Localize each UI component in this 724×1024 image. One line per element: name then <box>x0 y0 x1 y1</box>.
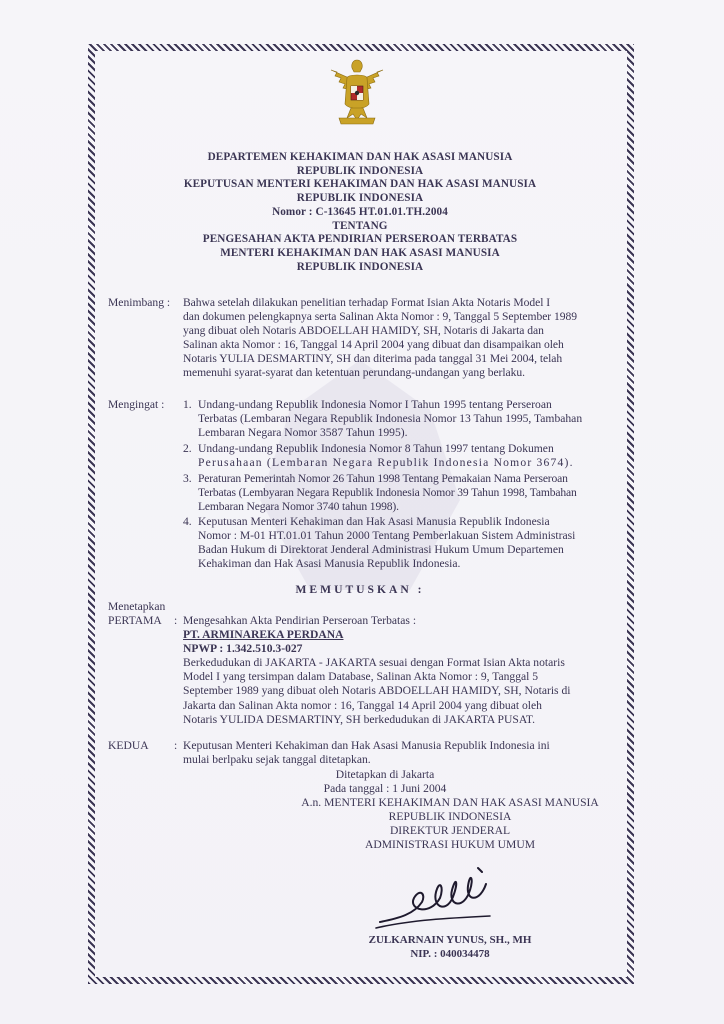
signer-office-2: REPUBLIK INDONESIA <box>388 810 512 823</box>
mengingat-item-line: Badan Hukum di Direktorat Jenderal Administrasi Hukum Umum Departemen <box>198 543 564 557</box>
mengingat-label: Mengingat : <box>108 398 165 411</box>
header-country: REPUBLIK INDONESIA <box>296 164 424 177</box>
garuda-emblem-icon <box>323 56 391 128</box>
menimbang-line: dan dokumen pelengkapnya serta Salinan Akta Nomor : 9, Tanggal 5 September 1989 <box>183 310 577 324</box>
kedua-colon: : <box>174 739 178 752</box>
company-name: PT. ARMINAREKA PERDANA <box>183 628 344 642</box>
pertama-line: Model I yang tersimpan dalam Database, Salinan Akta Nomor : 9, Tanggal 5 <box>183 670 539 684</box>
header-decree-number: Nomor : C-13645 HT.01.01.TH.2004 <box>272 205 448 218</box>
menimbang-line: Notaris YULIA DESMARTINY, SH dan diterima pada tanggal 31 Mei 2004, telah <box>183 352 563 366</box>
pertama-intro: Mengesahkan Akta Pendirian Perseroan Terbatas : <box>183 614 417 627</box>
pertama-label: PERTAMA <box>108 614 162 627</box>
mengingat-item-line: Kehakiman dan Hak Asasi Manusia Republik Indonesia. <box>198 557 461 571</box>
menetapkan-label: Menetapkan <box>108 600 166 613</box>
signature-icon <box>370 858 520 938</box>
pertama-line: Notaris YULIDA DESMARTINY, SH berkedudukan di JAKARTA PUSAT. <box>183 712 536 726</box>
document-header <box>110 151 610 274</box>
signer-nip: NIP. : 040034478 <box>410 948 490 960</box>
signer-office-3: DIREKTUR JENDERAL <box>389 824 511 837</box>
header-country-2: REPUBLIK INDONESIA <box>296 192 424 205</box>
menimbang-line: yang dibuat oleh Notaris ABDOELLAH HAMIDY, SH, Notaris di Jakarta dan <box>183 324 544 338</box>
menimbang-line: memenuhi syarat-syarat dan ketentuan perundang-undangan yang berlaku. <box>183 366 525 380</box>
pertama-paragraph <box>183 614 608 727</box>
mengingat-item-line: Lembaran Negara Nomor 3740 tahun 1998). <box>198 500 399 514</box>
mengingat-item-line: Undang-undang Republik Indonesia Nomor I Tahun 1995 tentang Perseroan <box>198 398 552 411</box>
company-npwp: NPWP : 1.342.510.3-027 <box>183 642 303 656</box>
issued-date: Pada tanggal : 1 Juni 2004 <box>323 782 447 795</box>
pertama-line: September 1989 yang dibuat oleh Notaris ABDOELLAH HAMIDY, SH, Notaris di <box>183 684 571 698</box>
pertama-colon: : <box>174 614 178 627</box>
menimbang-label: Menimbang : <box>108 296 171 309</box>
menimbang-line: Bahwa setelah dilakukan penelitian terhadap Format Isian Akta Notaris Model I <box>183 296 551 309</box>
mengingat-item-line: Perusahaan (Lembaran Negara Republik Indonesia Nomor 3674). <box>198 456 574 470</box>
header-decree-title: KEPUTUSAN MENTERI KEHAKIMAN DAN HAK ASASI MANUSIA <box>183 178 537 191</box>
menimbang-paragraph <box>183 296 608 381</box>
header-tentang: TENTANG <box>332 219 388 232</box>
mengingat-item-number: 2. <box>183 442 192 455</box>
header-department: DEPARTEMEN KEHAKIMAN DAN HAK ASASI MANUSIA <box>207 151 513 163</box>
header-minister: MENTERI KEHAKIMAN DAN HAK ASASI MANUSIA <box>220 246 500 259</box>
signer-office-1: A.n. MENTERI KEHAKIMAN DAN HAK ASASI MANUSIA <box>301 796 599 809</box>
mengingat-item-line: Terbatas (Lembaran Negara Republik Indonesia Nomor 13 Tahun 1995, Tambahan <box>198 412 583 426</box>
kedua-paragraph <box>183 739 608 767</box>
menimbang-line: Salinan akta Nomor : 16, Tanggal 14 April 2004 yang dibuat dan disampaikan oleh <box>183 338 564 352</box>
memutuskan-heading: MEMUTUSKAN : <box>295 583 425 596</box>
kedua-line: Keputusan Menteri Kehakiman dan Hak Asasi Manusia Republik Indonesia ini <box>183 739 550 752</box>
header-country-3: REPUBLIK INDONESIA <box>296 260 424 273</box>
mengingat-item-line: Peraturan Pemerintah Nomor 26 Tahun 1998 Tentang Pemakaian Nama Perseroan <box>198 472 568 485</box>
mengingat-item-number: 4. <box>183 515 192 528</box>
mengingat-item-number: 3. <box>183 472 192 485</box>
mengingat-item-line: Terbatas (Lembyaran Negara Republik Indonesia Nomor 39 Tahun 1998, Tambahan <box>198 486 577 500</box>
mengingat-item-line: Keputusan Menteri Kehakiman dan Hak Asasi Manusia Republik Indonesia <box>198 515 550 528</box>
pertama-line: Jakarta dan Salinan Akta nomor : 16, Tanggal 14 April 2004 yang dibuat oleh <box>183 698 542 712</box>
issued-place: Ditetapkan di Jakarta <box>335 768 435 781</box>
kedua-label: KEDUA <box>108 739 149 752</box>
kedua-line: mulai berlpaku sejak tanggal ditetapkan. <box>183 753 371 767</box>
pertama-line: Berkedudukan di JAKARTA - JAKARTA sesuai dengan Format Isian Akta notaris <box>183 656 565 670</box>
mengingat-item-line: Nomor : M-01 HT.01.01 Tahun 2000 Tentang Pemberlakuan Sistem Administrasi <box>198 529 576 543</box>
mengingat-item-number: 1. <box>183 398 192 411</box>
mengingat-item-line: Lembaran Negara Nomor 3587 Tahun 1995). <box>198 426 408 440</box>
mengingat-item-line: Undang-undang Republik Indonesia Nomor 8 Tahun 1997 tentang Dokumen <box>198 442 554 455</box>
signer-office-4: ADMINISTRASI HUKUM UMUM <box>364 838 536 851</box>
header-subject: PENGESAHAN AKTA PENDIRIAN PERSEROAN TERBATAS <box>202 233 518 246</box>
signer-name: ZULKARNAIN YUNUS, SH., MH <box>368 934 532 946</box>
